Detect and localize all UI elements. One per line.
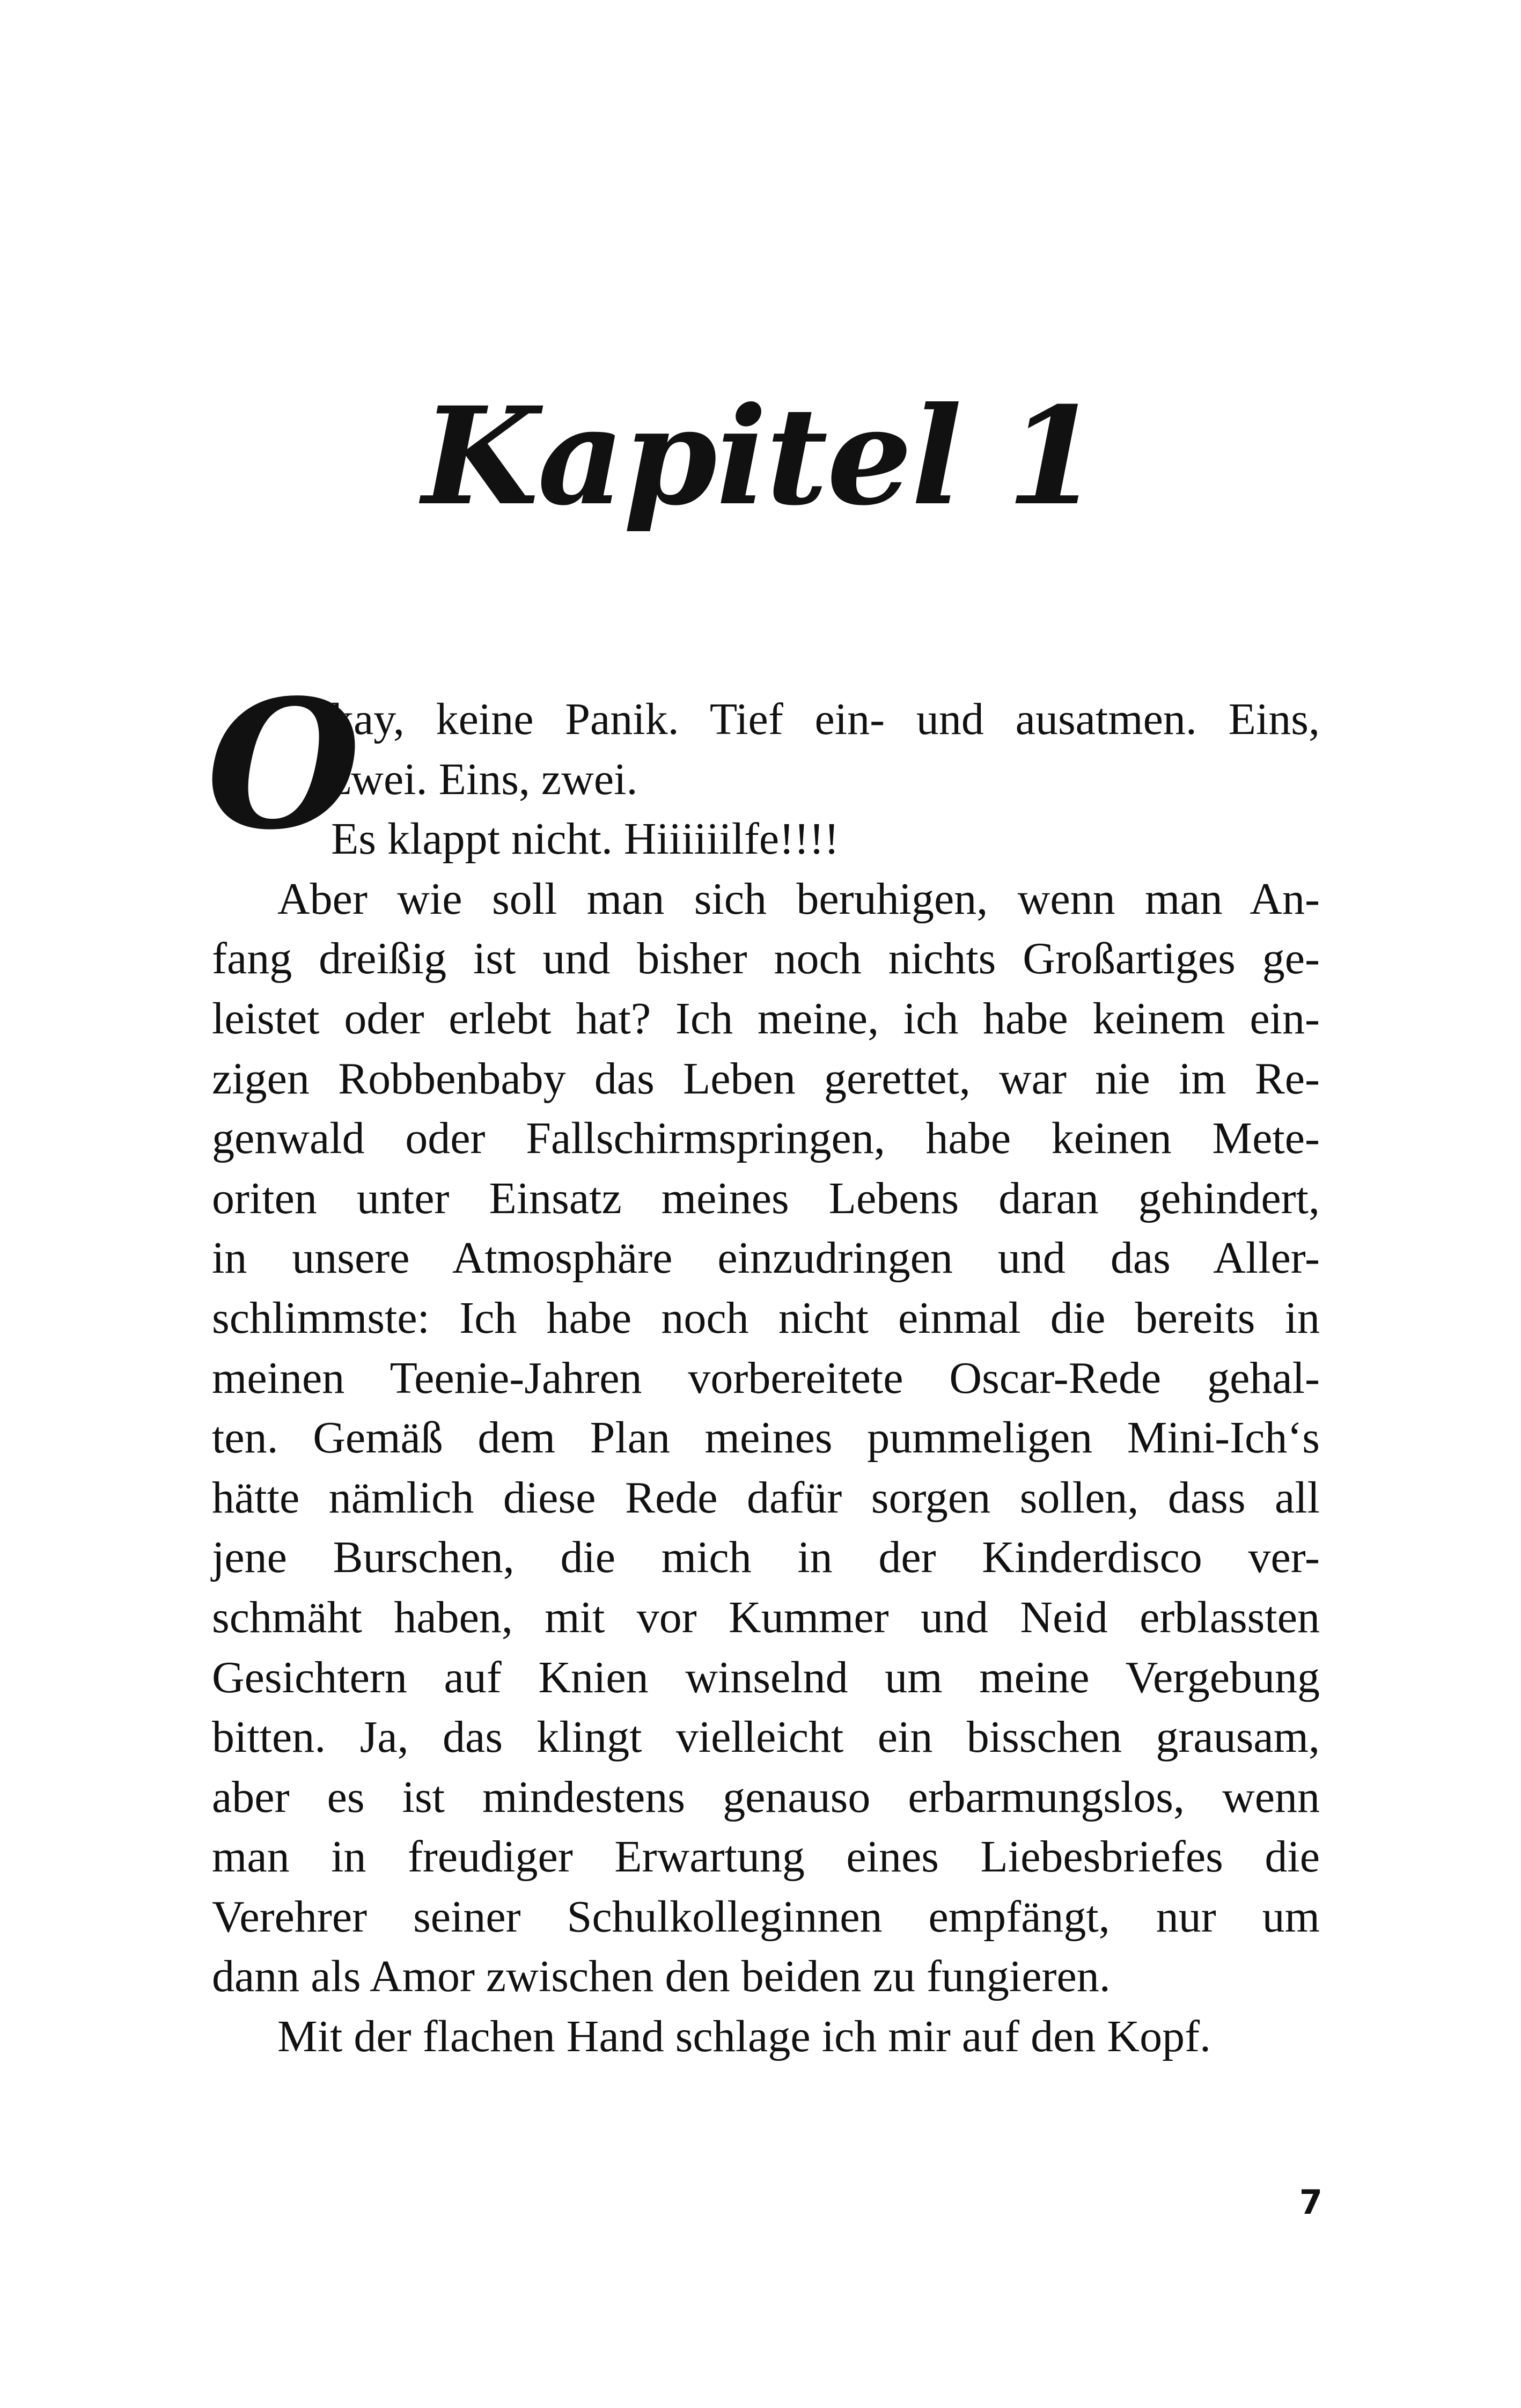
text-line: oriten unter Einsatz meines Lebens daran gehindert, [212, 1173, 1320, 1223]
drop-cap: O [207, 660, 361, 869]
text-line: kay, keine Panik. Tief ein- und ausatmen. Eins, [331, 694, 1320, 744]
text-line: Es klappt nicht. Hiiiiiilfe!!!! [331, 814, 840, 864]
page-number: 7 [1299, 2183, 1322, 2222]
text-line: genwald oder Fallschirmspringen, habe keinen Mete- [212, 1113, 1320, 1164]
text-line: hätte nämlich diese Rede dafür sorgen sollen, dass all [212, 1472, 1320, 1523]
chapter-title: Kapitel 1 [422, 377, 1099, 535]
text-line: man in freudiger Erwartung eines Liebesbriefes die [212, 1832, 1320, 1882]
text-line: fang dreißig ist und bisher noch nichts Großartiges ge- [212, 934, 1320, 984]
text-line: ten. Gemäß dem Plan meines pummeligen Mini-Ich‘s [212, 1413, 1320, 1463]
text-line: dann als Amor zwischen den beiden zu fungieren. [212, 1951, 1111, 2002]
text-line: bitten. Ja, das klingt vielleicht ein bisschen grausam, [212, 1712, 1320, 1763]
body-text [212, 689, 1320, 2067]
text-line: zigen Robbenbaby das Leben gerettet, war nie im Re- [212, 1053, 1320, 1104]
text-line: schlimmste: Ich habe noch nicht einmal die bereits in [212, 1293, 1320, 1343]
text-line: schmäht haben, mit vor Kummer und Neid erblassten [212, 1592, 1320, 1642]
text-line: leistet oder erlebt hat? Ich meine, ich habe keinem ein- [212, 993, 1320, 1044]
text-line: in unsere Atmosphäre einzudringen und das Aller- [212, 1233, 1320, 1283]
text-line: aber es ist mindestens genauso erbarmungslos, wenn [212, 1772, 1320, 1822]
text-line: Mit der flachen Hand schlage ich mir auf den Kopf. [277, 2011, 1211, 2062]
text-line: meinen Teenie-Jahren vorbereitete Oscar-Rede gehal- [212, 1353, 1320, 1403]
text-line: Aber wie soll man sich beruhigen, wenn man An- [277, 873, 1320, 924]
text-line: zwei. Eins, zwei. [331, 754, 638, 804]
text-line: Verehrer seiner Schulkolleginnen empfängt, nur um [212, 1891, 1320, 1942]
text-line: jene Burschen, die mich in der Kinderdisco ver- [212, 1532, 1320, 1583]
text-line: Gesichtern auf Knien winselnd um meine Vergebung [212, 1652, 1320, 1702]
